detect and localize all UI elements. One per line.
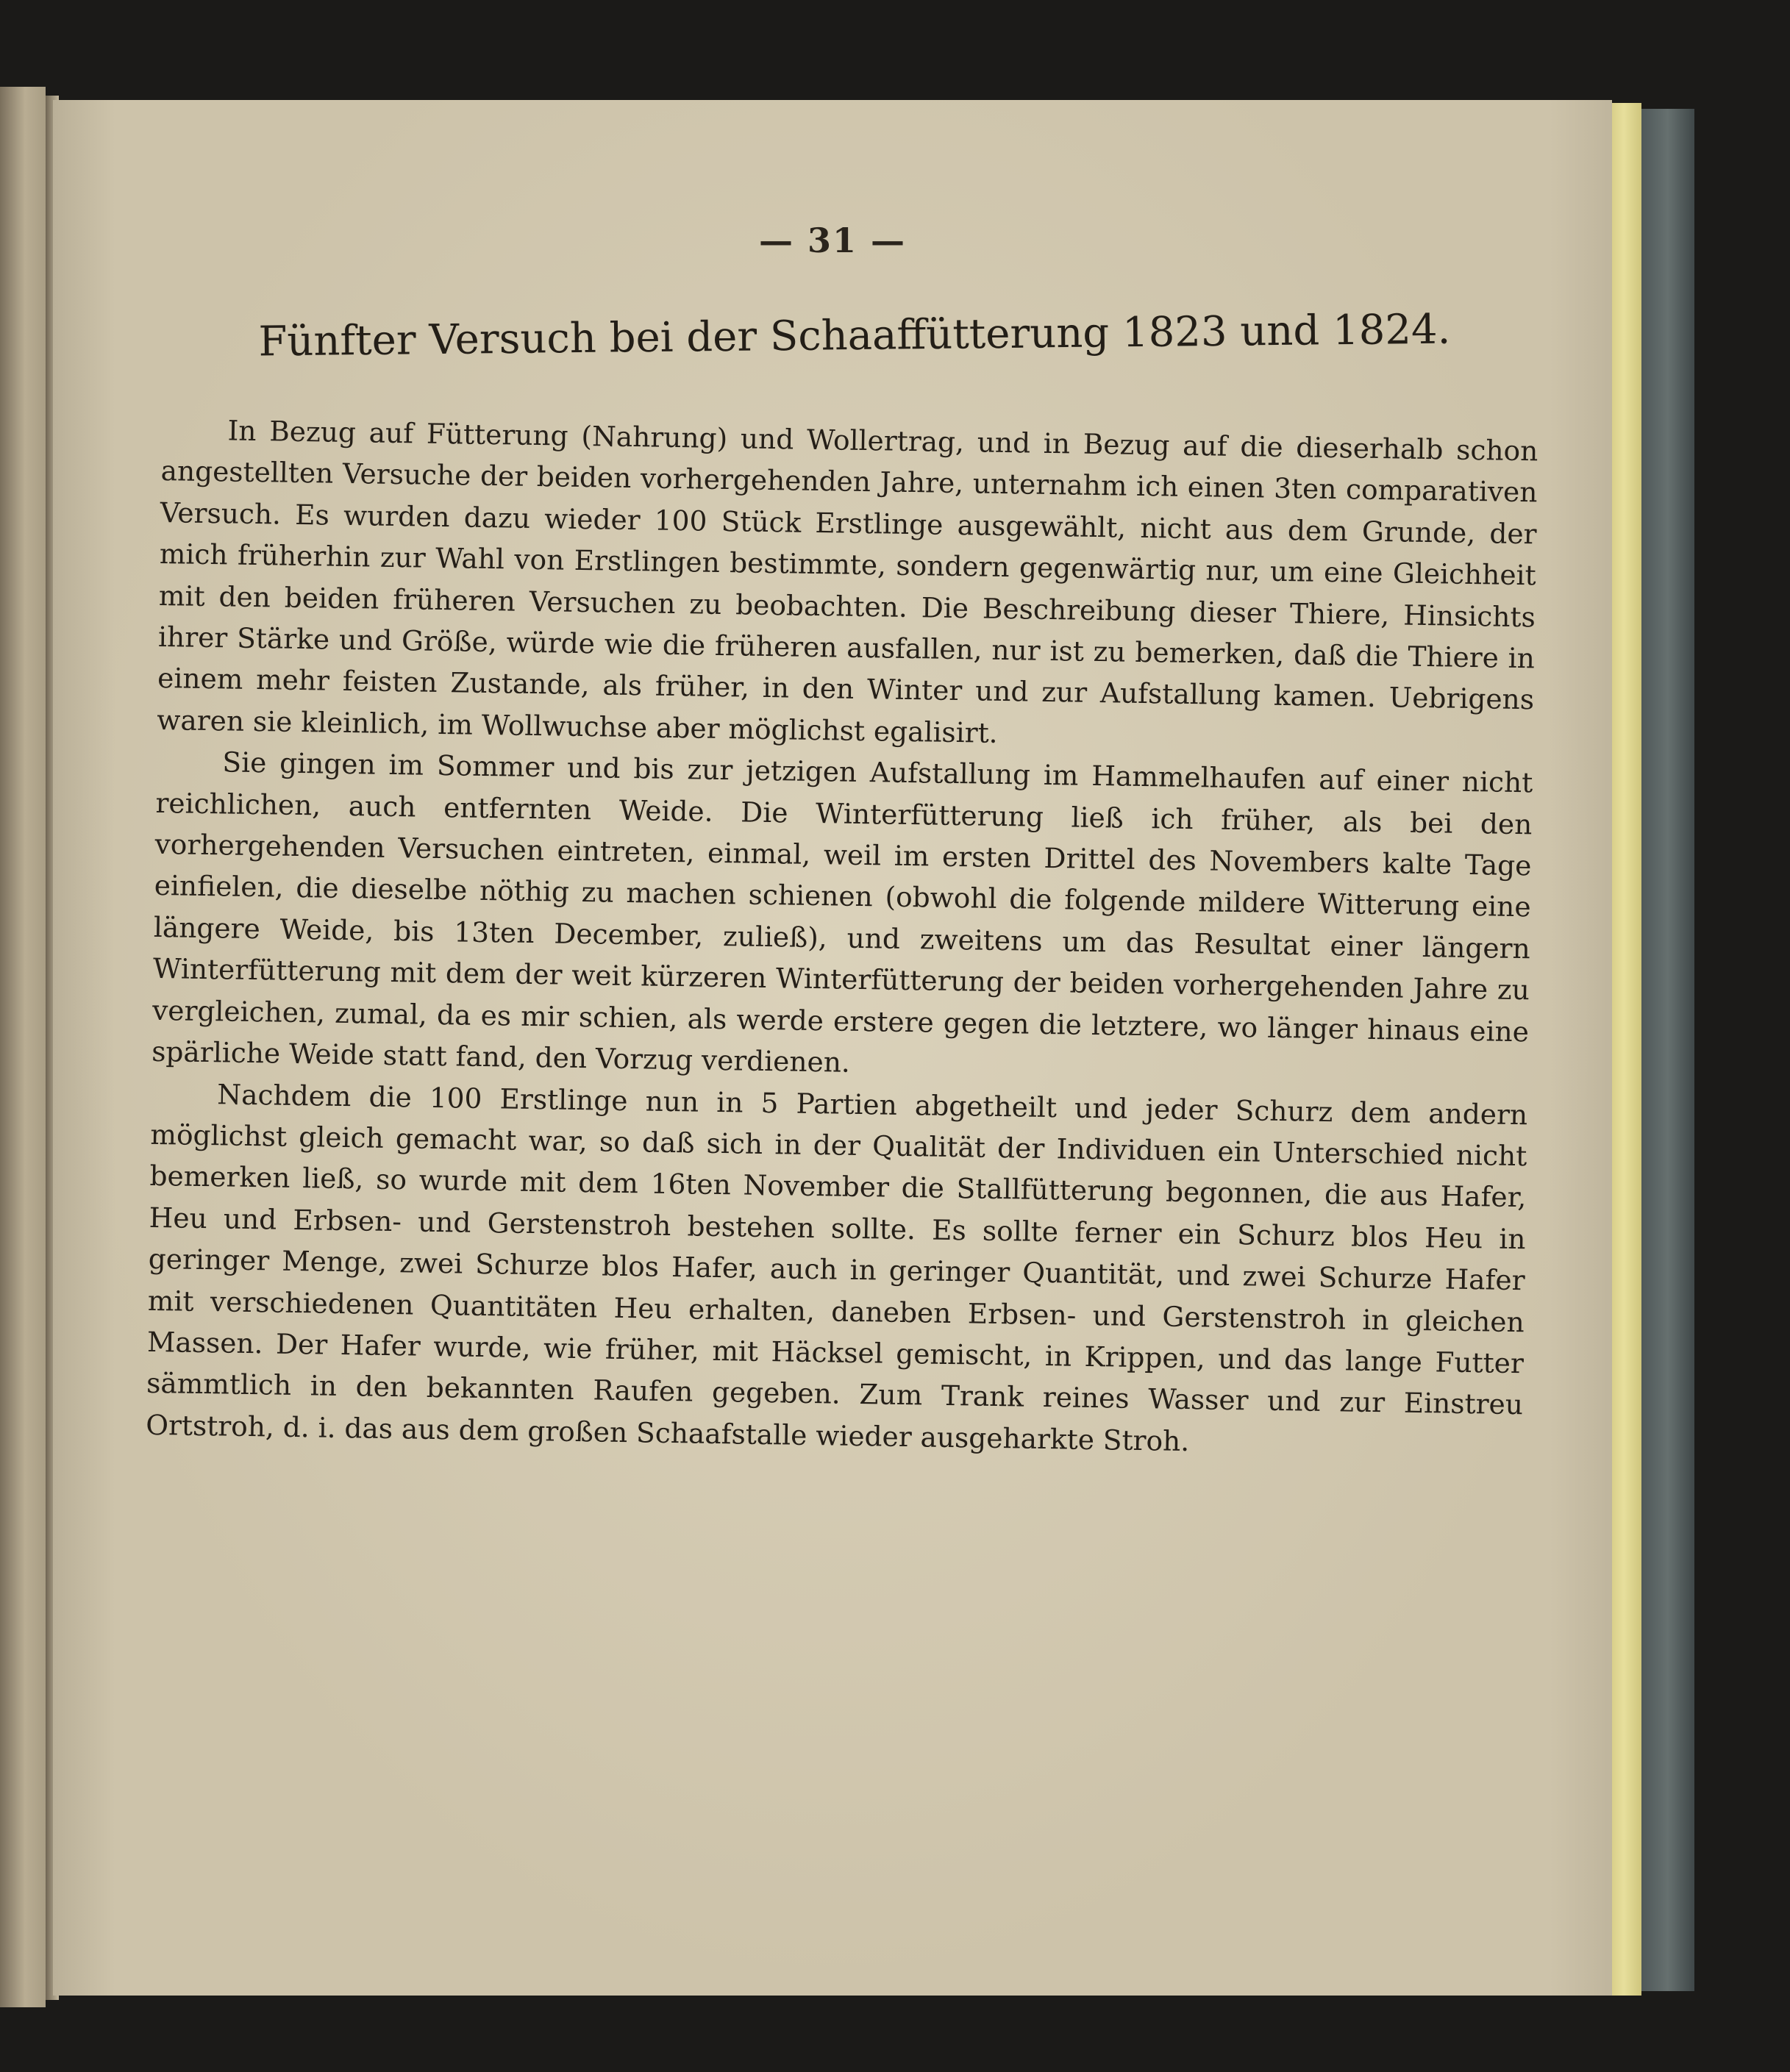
paragraph: Sie gingen im Sommer und bis zur jetzigen Aufstallung im Hammelhaufen auf einer nicht reichlichen, auch entfernten Weide. Die Winterfütterung ließ ich früher, als bei den vorhergehenden Versuchen eintreten, einmal, weil im ersten Drittel des Novembers kalte Tage einfielen, die dieselbe nöthig zu machen schienen (obwohl die folgende mildere Witterung eine längere Weide, bis 13ten December, zuließ), und zweitens um das Resultat einer längern Winterfütterung mit dem der weit kürzeren Winterfütterung der beiden vorhergehenden Jahre zu vergleichen, zumal, da es mir schien, als werde erstere gegen die letztere, wo länger hinaus eine spärliche Weide statt fand, den Vorzug verdienen. (151, 746, 1533, 1079)
paragraph: In Bezug auf Fütterung (Nahrung) und Wollertrag, und in Bezug auf die dieserhalb schon angestellten Versuche der beiden vorhergehenden Jahre, unternahm ich einen 3ten comparativen Versuch. Es wurden dazu wieder 100 Stück Erstlinge ausgewählt, nicht aus dem Grunde, der mich früherhin zur Wahl von Erstlingen bestimmte, sondern gegenwärtig nur, um eine Gleichheit mit den beiden früheren Versuchen zu beobachten. Die Beschreibung dieser Thiere, Hinsichts ihrer Stärke und Größe, würde wie die früheren ausfallen, nur ist zu bemerken, daß die Thiere in einem mehr feisten Zustande, als früher, in den Winter und zur Aufstallung kamen. Uebrigens waren sie kleinlich, im Wollwuchse aber möglichst egalisirt. (157, 414, 1538, 749)
book-page (53, 100, 1612, 1996)
book-cover-board (1641, 109, 1694, 1991)
page-number: — 31 — (758, 221, 907, 260)
body-text (146, 409, 1538, 1467)
section-heading: Fünfter Versuch bei der Schaaffütterung 1823 und 1824. (258, 305, 1451, 366)
paragraph: Nachdem die 100 Erstlinge nun in 5 Partien abgetheilt und jeder Schurz dem andern möglichst gleich gemacht war, so daß sich in der Qualität der Individuen ein Unterschied nicht bemerken ließ, so wurde mit dem 16ten November die Stallfütterung begonnen, die aus Hafer, Heu und Erbsen- und Gerstenstroh bestehen sollte. Es sollte ferner ein Schurz blos Heu in geringer Menge, zwei Schurze blos Hafer, auch in geringer Quantität, und zwei Schurze Hafer mit verschiedenen Quantitäten Heu erhalten, daneben Erbsen- und Gerstenstroh in gleichen Massen. Der Hafer wurde, wie früher, mit Häcksel gemischt, in Krippen, und das lange Futter sämmtlich in den bekannten Raufen gegeben. Zum Trank reines Wasser und zur Einstreu Ortstroh, d. i. das aus dem großen Schaafstalle wieder ausgeharkte Stroh. (145, 1077, 1528, 1457)
page-block-edge (1612, 103, 1641, 1996)
left-page-edge (0, 87, 46, 2007)
